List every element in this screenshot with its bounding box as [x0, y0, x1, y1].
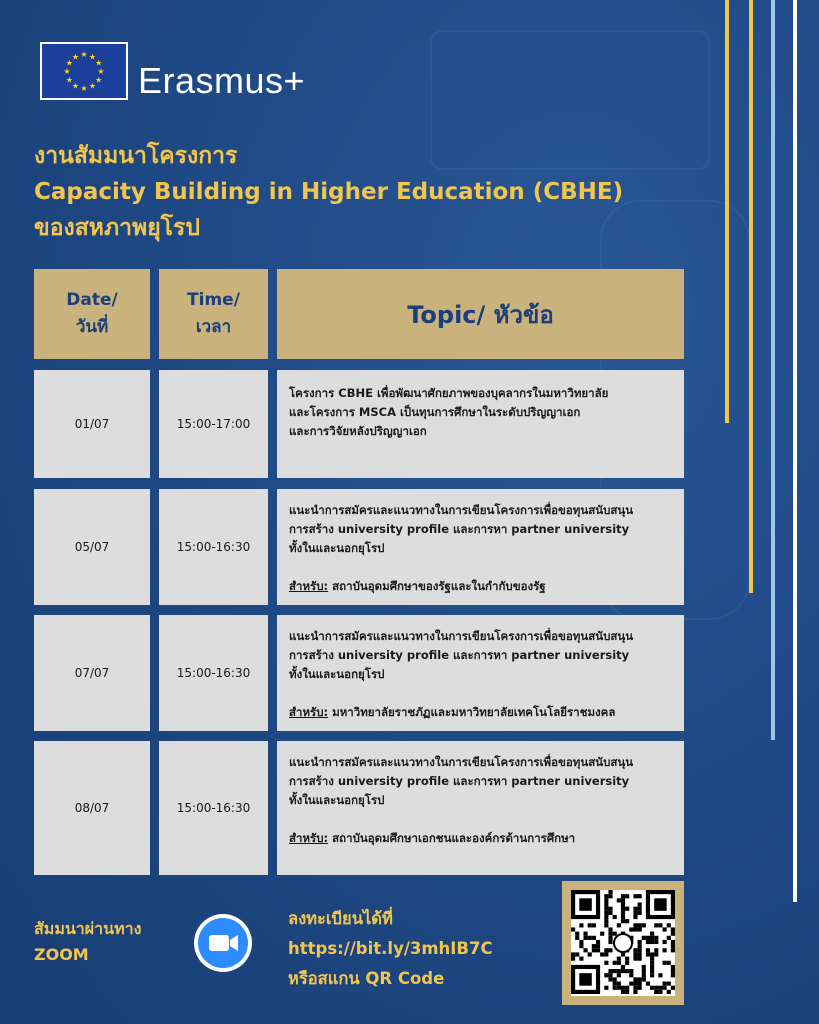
flag-star-icon: ★	[71, 81, 80, 91]
topic-line: และโครงการ MSCA เป็นทุนการศึกษาในระดับปริญญาเอก	[289, 405, 581, 419]
audience-line	[289, 703, 674, 722]
qr-code-icon[interactable]	[571, 890, 675, 996]
time-cell: 15:00-16:30	[159, 615, 268, 731]
topic-cell	[277, 615, 684, 731]
flag-star-icon: ★	[95, 75, 103, 85]
date-cell: 01/07	[34, 370, 150, 478]
topic-line: การสร้าง university profile และการหา partner university	[289, 648, 630, 662]
audience-label: สำหรับ:	[289, 579, 329, 593]
topic-line: การสร้าง university profile และการหา partner university	[289, 774, 630, 788]
flag-star-icon: ★	[97, 67, 105, 76]
decorative-line-blue	[771, 0, 775, 740]
title-line: Capacity Building in Higher Education (CBHE)	[34, 179, 624, 205]
header-topic: Topic/ หัวข้อ	[277, 269, 684, 359]
topic-line: ทั้งในและนอกยุโรป	[289, 667, 385, 681]
erasmus-logo-text: Erasmus+	[138, 60, 306, 101]
flag-star-icon: ★	[80, 50, 88, 59]
registration-link[interactable]: https://bit.ly/3mhIB7C	[288, 939, 493, 958]
topic-cell	[277, 741, 684, 875]
topic-line: แนะนำการสมัครและแนวทางในการเขียนโครงการเพื่อขอทุนสนับสนุน	[289, 629, 634, 643]
page-title	[34, 138, 734, 246]
header-time-line: Time/	[187, 290, 240, 310]
topic-line: โครงการ CBHE เพื่อพัฒนาศักยภาพของบุคลากรในมหาวิทยาลัย	[289, 386, 609, 400]
topic-line: แนะนำการสมัครและแนวทางในการเขียนโครงการเพื่อขอทุนสนับสนุน	[289, 755, 634, 769]
webinar-platform-name: ZOOM	[34, 945, 89, 964]
audience-label: สำหรับ:	[289, 831, 329, 845]
header-date-line: วันที่	[75, 317, 109, 337]
qr-instruction: หรือสแกน QR Code	[288, 969, 445, 988]
audience-text: สถาบันอุดมศึกษาของรัฐและในกำกับของรัฐ	[328, 579, 546, 593]
flag-star-icon: ★	[65, 58, 73, 68]
decorative-line-yellow	[749, 0, 753, 593]
registration-text	[288, 904, 493, 994]
topic-line: การสร้าง university profile และการหา partner university	[289, 522, 630, 536]
topic-line: ทั้งในและนอกยุโรป	[289, 793, 385, 807]
qr-code-frame	[562, 881, 684, 1005]
flag-star-icon: ★	[65, 75, 73, 85]
audience-text: มหาวิทยาลัยราชภัฏและมหาวิทยาลัยเทคโนโลยีราชมงคล	[328, 705, 616, 719]
header-time	[159, 269, 268, 359]
flag-star-icon: ★	[80, 84, 88, 93]
registration-label: ลงทะเบียนได้ที่	[288, 909, 393, 928]
header-date	[34, 269, 150, 359]
date-cell: 08/07	[34, 741, 150, 875]
header-date-line: Date/	[66, 290, 118, 310]
title-line: งานสัมมนาโครงการ	[34, 143, 238, 169]
audience-line	[289, 829, 674, 848]
flag-star-icon: ★	[71, 52, 80, 62]
time-cell: 15:00-17:00	[159, 370, 268, 478]
webinar-via-line: สัมมนาผ่านทาง	[34, 919, 142, 938]
flag-star-icon: ★	[63, 67, 71, 76]
zoom-camera-icon	[194, 914, 252, 972]
decorative-line-white	[793, 0, 797, 902]
date-cell: 05/07	[34, 489, 150, 605]
flag-star-icon: ★	[88, 52, 97, 62]
topic-cell	[277, 370, 684, 478]
date-cell: 07/07	[34, 615, 150, 731]
time-cell: 15:00-16:30	[159, 489, 268, 605]
time-cell: 15:00-16:30	[159, 741, 268, 875]
title-line: ของสหภาพยุโรป	[34, 215, 200, 241]
webinar-via-text	[34, 916, 141, 968]
eu-flag-icon	[40, 42, 128, 100]
flag-star-icon: ★	[88, 81, 97, 91]
audience-label: สำหรับ:	[289, 705, 329, 719]
topic-line: และการวิจัยหลังปริญญาเอก	[289, 424, 427, 438]
topic-cell	[277, 489, 684, 605]
topic-line: ทั้งในและนอกยุโรป	[289, 541, 385, 555]
audience-line	[289, 577, 674, 596]
flag-star-icon: ★	[95, 58, 103, 68]
header-time-line: เวลา	[195, 317, 232, 337]
topic-line: แนะนำการสมัครและแนวทางในการเขียนโครงการเพื่อขอทุนสนับสนุน	[289, 503, 634, 517]
audience-text: สถาบันอุดมศึกษาเอกชนและองค์กรด้านการศึกษา	[328, 831, 576, 845]
